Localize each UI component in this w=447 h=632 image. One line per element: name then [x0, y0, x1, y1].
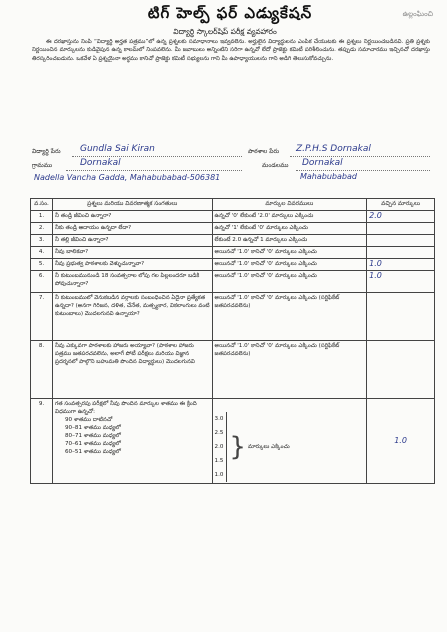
evaluation-table	[30, 198, 435, 484]
mandal-label: మండలము	[262, 162, 289, 169]
q9-range-item: 90 శాతము దాటినచో	[64, 417, 113, 423]
q9-range-item: 60–51 శాతము మధ్యలో	[64, 449, 121, 455]
village-label: గ్రామము	[32, 162, 53, 169]
q9-scale-value: 2.5	[214, 430, 224, 436]
q9-scale-value: 3.0	[214, 416, 224, 422]
q9-range-list	[55, 416, 210, 456]
row-marks-value[interactable]	[367, 293, 435, 341]
q9-scale-value: 2.0	[214, 444, 224, 450]
school-name-label: పాఠశాల పేరు	[248, 148, 280, 155]
form-title: టిగ్ హెల్ప్ ఫర్ ఎడ్యుకేషన్	[147, 4, 313, 22]
village-line	[66, 170, 242, 171]
row-marks-rule: అయినచో '1.0' కానిచో '0' మార్కులు ఎక్కించు (సర్టిఫికేట్ జతపరచవలెను)	[212, 341, 367, 399]
brace-icon: }	[229, 432, 246, 462]
student-name-value[interactable]: Gundla Sai Kiran	[80, 144, 155, 154]
row-question: నీ తల్లి జీవించి ఉన్నారా?	[52, 235, 212, 247]
row-marks-value[interactable]: 1.0	[367, 259, 435, 271]
row-marks-rule: అయినచో '1.0' కానిచో '0' మార్కులు ఎక్కించు	[212, 259, 367, 271]
row-number: 9.	[31, 399, 53, 484]
row-marks-value[interactable]: 1.0	[367, 271, 435, 293]
row-question: నీవు ప్రభుత్వ పాఠశాలకు వెళ్ళుచున్నావా?	[52, 259, 212, 271]
row-marks-rule: లేకుంటే 2.0 ఉన్నచో 1 మార్కులు ఎక్కించు	[212, 235, 367, 247]
village-value[interactable]: Dornakal	[80, 158, 121, 168]
row-marks-value[interactable]	[367, 235, 435, 247]
row-number: 5.	[31, 259, 53, 271]
row-marks-rule: అయినచో '1.0' కానిచో '0' మార్కులు ఎక్కించు	[212, 271, 367, 293]
row-number: 6.	[31, 271, 53, 293]
header-serial: వ.సం.	[31, 199, 53, 211]
table-row	[31, 341, 435, 399]
row-question	[52, 399, 212, 484]
q9-range-item: 90–81 శాతము మధ్యలో	[64, 425, 121, 431]
row-number: 3.	[31, 235, 53, 247]
row-number: 8.	[31, 341, 53, 399]
row-marks-rule: అయినచో '1.0' కానిచో '0' మార్కులు ఎక్కించు	[212, 247, 367, 259]
mandal-value[interactable]: Dornakal	[302, 158, 343, 168]
row-marks-value[interactable]	[367, 341, 435, 399]
header-marks-obtained: వచ్చిన మార్కులు	[367, 199, 435, 211]
form-subtitle: విద్యార్థి స్కాలర్‌షిప్ పరీక్ష వ్యవహారం	[173, 27, 277, 36]
row-number: 2.	[31, 223, 53, 235]
row-number: 4.	[31, 247, 53, 259]
q9-question-text: గత సంవత్సరపు పరీక్షలో నీవు పొందిన మార్కుల శాతము ఈ క్రింది విధముగా ఉన్నచో:	[54, 401, 197, 415]
row-number: 1.	[31, 211, 53, 223]
student-name-label: విద్యార్థి పేరు	[32, 148, 61, 155]
table-row	[31, 211, 435, 223]
mandal-line	[296, 170, 430, 171]
q9-range-item: 70–61 శాతము మధ్యలో	[64, 441, 121, 447]
table-row	[31, 223, 435, 235]
q9-scale-value: 1.0	[214, 472, 224, 478]
row-number: 7.	[31, 293, 53, 341]
table-row	[31, 259, 435, 271]
table-row	[31, 293, 435, 341]
row-question: నీ కుటుంబములో వెనుకబడిన వర్గాలకు సంబంధించిన ఏదైనా ప్రత్యేకత ఉన్నదా? (అనగా గిరిజన, దళిత, చేనేత, మత్స్యకార, వికలాంగులు వంటి కుటుంబాలు) మొదలగునవి ఉన్నాయా?	[52, 293, 212, 341]
row-marks-rule: ఉన్నచో '0' లేకుంటే '2.0' మార్కులు ఎక్కించు	[212, 211, 367, 223]
table-row	[31, 271, 435, 293]
school-name-value[interactable]: Z.P.H.S Dornakal	[296, 144, 371, 154]
row-question: నీ తండ్రి జీవించి ఉన్నారా?	[52, 211, 212, 223]
district-value[interactable]: Mahabubabad	[300, 172, 357, 181]
table-row	[31, 247, 435, 259]
header-marks-rule: మార్కుల వివరములు	[212, 199, 367, 211]
q9-marks-rule-text: మార్కులు ఎక్కించు	[247, 444, 290, 450]
row-question: నీకు తండ్రి ఆదాయం ఉన్నదా లేదా?	[52, 223, 212, 235]
table-row	[31, 235, 435, 247]
student-name-line	[72, 156, 242, 157]
form-number: ఉల్లంఘించి	[402, 10, 433, 18]
row-question: నీ కుటుంబమునుండి 18 సంవత్సరాల లోపు గల పిల్లలందరూ బడికి పోవుచున్నారా?	[52, 271, 212, 293]
row-marks-rule: ఉన్నచో '1' లేకుంటే '0' మార్కులు ఎక్కించు	[212, 223, 367, 235]
q9-range-item: 80–71 శాతము మధ్యలో	[64, 433, 121, 439]
row-marks-rule: అయినచో '1.0' కానిచో '0' మార్కులు ఎక్కించు (సర్టిఫికేట్ జతపరచవలెను)	[212, 293, 367, 341]
instructions-paragraph: ఈ దరఖాస్తును నింపి “విద్యార్థి అర్హత పత్రము”లో ఉన్న ప్రశ్నలకు సమాధానాలు ఇవ్వవలెను. అర్హులైన విద్యార్థులను ఎంపిక చేయుటకు ఈ ప్రశ్నలు నిర్ణయించబడినవి. ప్రతి ప్రశ్నకు నిర్ణయించిన మార్కులను కుడివైపున ఉన్న కాలమ్‌లో నింపవలెను. మీ జవాబులు అన్నింటిని సరిగా ఉన్నవో లేదో ప్రాజెక్టు కమిటీ పరిశీలించును. తప్పుడు సమాచారము ఇచ్చినచో దరఖాస్తు తిరస్కరించబడును. ఒకవేళ ఏ ప్రశ్నయైనా అర్థము కానిచో ప్రాజెక్టు కమిటీ సభ్యులను గాని మీ ఉపాధ్యాయులను గాని అడిగి తెలుసుకోవచ్చును.	[32, 39, 430, 62]
row-marks-value[interactable]: 1.0	[367, 399, 435, 484]
q9-scale-values	[215, 412, 228, 482]
row-marks-value[interactable]	[367, 247, 435, 259]
row-marks-value[interactable]	[367, 223, 435, 235]
row-question: నీవు ఎక్కువగా పాఠశాలకు హాజరు అయ్యావా? (పాఠశాల హాజరు పత్రము జతపరచవలెను, అలాగే పోటీ పరీక్షలు మరియు విజ్ఞాన ప్రదర్శనలో పాల్గొని బహుమతి పొందిన విద్యార్థులు) మొదలగునవి	[52, 341, 212, 399]
school-name-line	[290, 156, 430, 157]
row-question: నీవు బాలికవా?	[52, 247, 212, 259]
q9-scale	[215, 412, 365, 482]
table-row	[31, 399, 435, 484]
q9-scale-value: 1.5	[214, 458, 224, 464]
address-value[interactable]: Nadella Vancha Gadda, Mahabubabad-506381	[34, 173, 221, 182]
row-marks-rule	[212, 399, 367, 484]
header-question: ప్రశ్నలు మరియు వివరణాత్మక సంగతులు	[52, 199, 212, 211]
row-marks-value[interactable]: 2.0	[367, 211, 435, 223]
